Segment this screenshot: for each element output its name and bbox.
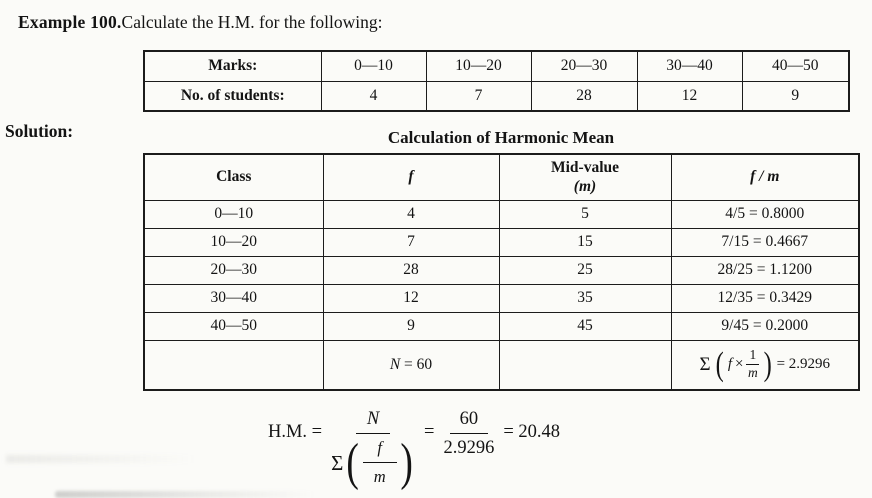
marks-range: 40—50 bbox=[742, 51, 849, 81]
mid-cell: 45 bbox=[499, 312, 671, 340]
students-count: 7 bbox=[426, 81, 531, 111]
f-cell: 4 bbox=[323, 200, 499, 228]
calc-table-title: Calculation of Harmonic Mean bbox=[387, 128, 615, 147]
harmonic-mean-table bbox=[143, 153, 860, 391]
mid-cell: 15 bbox=[499, 228, 671, 256]
equals-sign: = bbox=[424, 422, 435, 442]
open-paren: ( bbox=[715, 345, 724, 383]
one-over-m-fraction bbox=[746, 348, 759, 381]
table-row bbox=[144, 256, 859, 284]
col-header-f: f bbox=[323, 154, 499, 200]
n-over-sum-fraction bbox=[331, 408, 415, 491]
col-header-midvalue bbox=[499, 154, 671, 200]
sixty-over-sum-fraction bbox=[443, 408, 494, 459]
students-row-header: No. of students: bbox=[144, 81, 321, 111]
empty-cell bbox=[499, 340, 671, 390]
fraction-denominator: m bbox=[747, 365, 758, 381]
fm-cell: 4/5 = 0.8000 bbox=[671, 200, 859, 228]
fm-cell: 7/15 = 0.4667 bbox=[671, 228, 859, 256]
fraction-numerator: 60 bbox=[450, 408, 489, 434]
students-count: 4 bbox=[321, 81, 426, 111]
f-over-m-fraction bbox=[363, 437, 397, 488]
marks-row-header: Marks: bbox=[144, 51, 321, 81]
marks-range: 0—10 bbox=[321, 51, 426, 81]
example-heading bbox=[18, 12, 383, 33]
col-header-class: Class bbox=[144, 154, 323, 200]
formula-numerator-n: N bbox=[356, 408, 390, 434]
hm-formula bbox=[268, 408, 561, 491]
fraction-denominator: m bbox=[373, 467, 386, 486]
totals-row bbox=[144, 340, 859, 390]
col-header-fm: f / m bbox=[671, 154, 859, 200]
sum-result: = 2.9296 bbox=[776, 356, 831, 373]
students-count: 12 bbox=[637, 81, 742, 111]
scan-artifact bbox=[55, 491, 315, 498]
hm-result: = 20.48 bbox=[503, 422, 561, 442]
class-cell: 40—50 bbox=[144, 312, 323, 340]
sigma-symbol: Σ bbox=[331, 450, 344, 475]
n-total-cell bbox=[323, 340, 499, 390]
class-cell: 20—30 bbox=[144, 256, 323, 284]
sum-fm-cell bbox=[671, 340, 859, 390]
f-cell: 9 bbox=[323, 312, 499, 340]
f-symbol: f bbox=[727, 356, 733, 373]
example-question: Calculate the H.M. for the following: bbox=[121, 12, 383, 32]
mid-cell: 35 bbox=[499, 284, 671, 312]
hm-lhs: H.M. = bbox=[268, 422, 323, 442]
marks-row bbox=[144, 51, 849, 81]
marks-range: 30—40 bbox=[637, 51, 742, 81]
table-row bbox=[144, 284, 859, 312]
fm-cell: 9/45 = 0.2000 bbox=[671, 312, 859, 340]
class-cell: 0—10 bbox=[144, 200, 323, 228]
marks-range: 20—30 bbox=[531, 51, 637, 81]
table-row bbox=[144, 312, 859, 340]
fm-cell: 28/25 = 1.1200 bbox=[671, 256, 859, 284]
fm-cell: 12/35 = 0.3429 bbox=[671, 284, 859, 312]
table-row bbox=[144, 200, 859, 228]
f-cell: 28 bbox=[323, 256, 499, 284]
n-value: = 60 bbox=[404, 355, 433, 373]
fraction-numerator: f bbox=[363, 437, 397, 463]
students-count: 9 bbox=[742, 81, 849, 111]
mid-cell: 5 bbox=[499, 200, 671, 228]
class-cell: 10—20 bbox=[144, 228, 323, 256]
class-cell: 30—40 bbox=[144, 284, 323, 312]
sigma-symbol: Σ bbox=[699, 353, 711, 375]
f-cell: 12 bbox=[323, 284, 499, 312]
n-symbol: N bbox=[389, 355, 401, 373]
fraction-numerator: 1 bbox=[746, 348, 759, 365]
f-cell: 7 bbox=[323, 228, 499, 256]
fraction-denominator: 2.9296 bbox=[443, 438, 495, 458]
scan-artifact bbox=[6, 455, 196, 463]
times-symbol: × bbox=[735, 356, 744, 373]
students-count: 28 bbox=[531, 81, 637, 111]
open-paren: ( bbox=[346, 433, 360, 491]
table-row bbox=[144, 228, 859, 256]
example-label: Example 100. bbox=[18, 12, 122, 32]
students-row bbox=[144, 81, 849, 111]
solution-label: Solution: bbox=[5, 121, 74, 141]
marks-table bbox=[143, 50, 850, 112]
calc-header-row bbox=[144, 154, 859, 200]
close-paren: ) bbox=[400, 433, 413, 491]
col-header-midvalue-line2: (m) bbox=[573, 178, 597, 196]
mid-cell: 25 bbox=[499, 256, 671, 284]
close-paren: ) bbox=[763, 345, 772, 383]
col-header-midvalue-line1: Mid-value bbox=[550, 158, 620, 176]
empty-cell bbox=[144, 340, 323, 390]
formula-denominator-sum bbox=[331, 433, 415, 491]
marks-range: 10—20 bbox=[426, 51, 531, 81]
